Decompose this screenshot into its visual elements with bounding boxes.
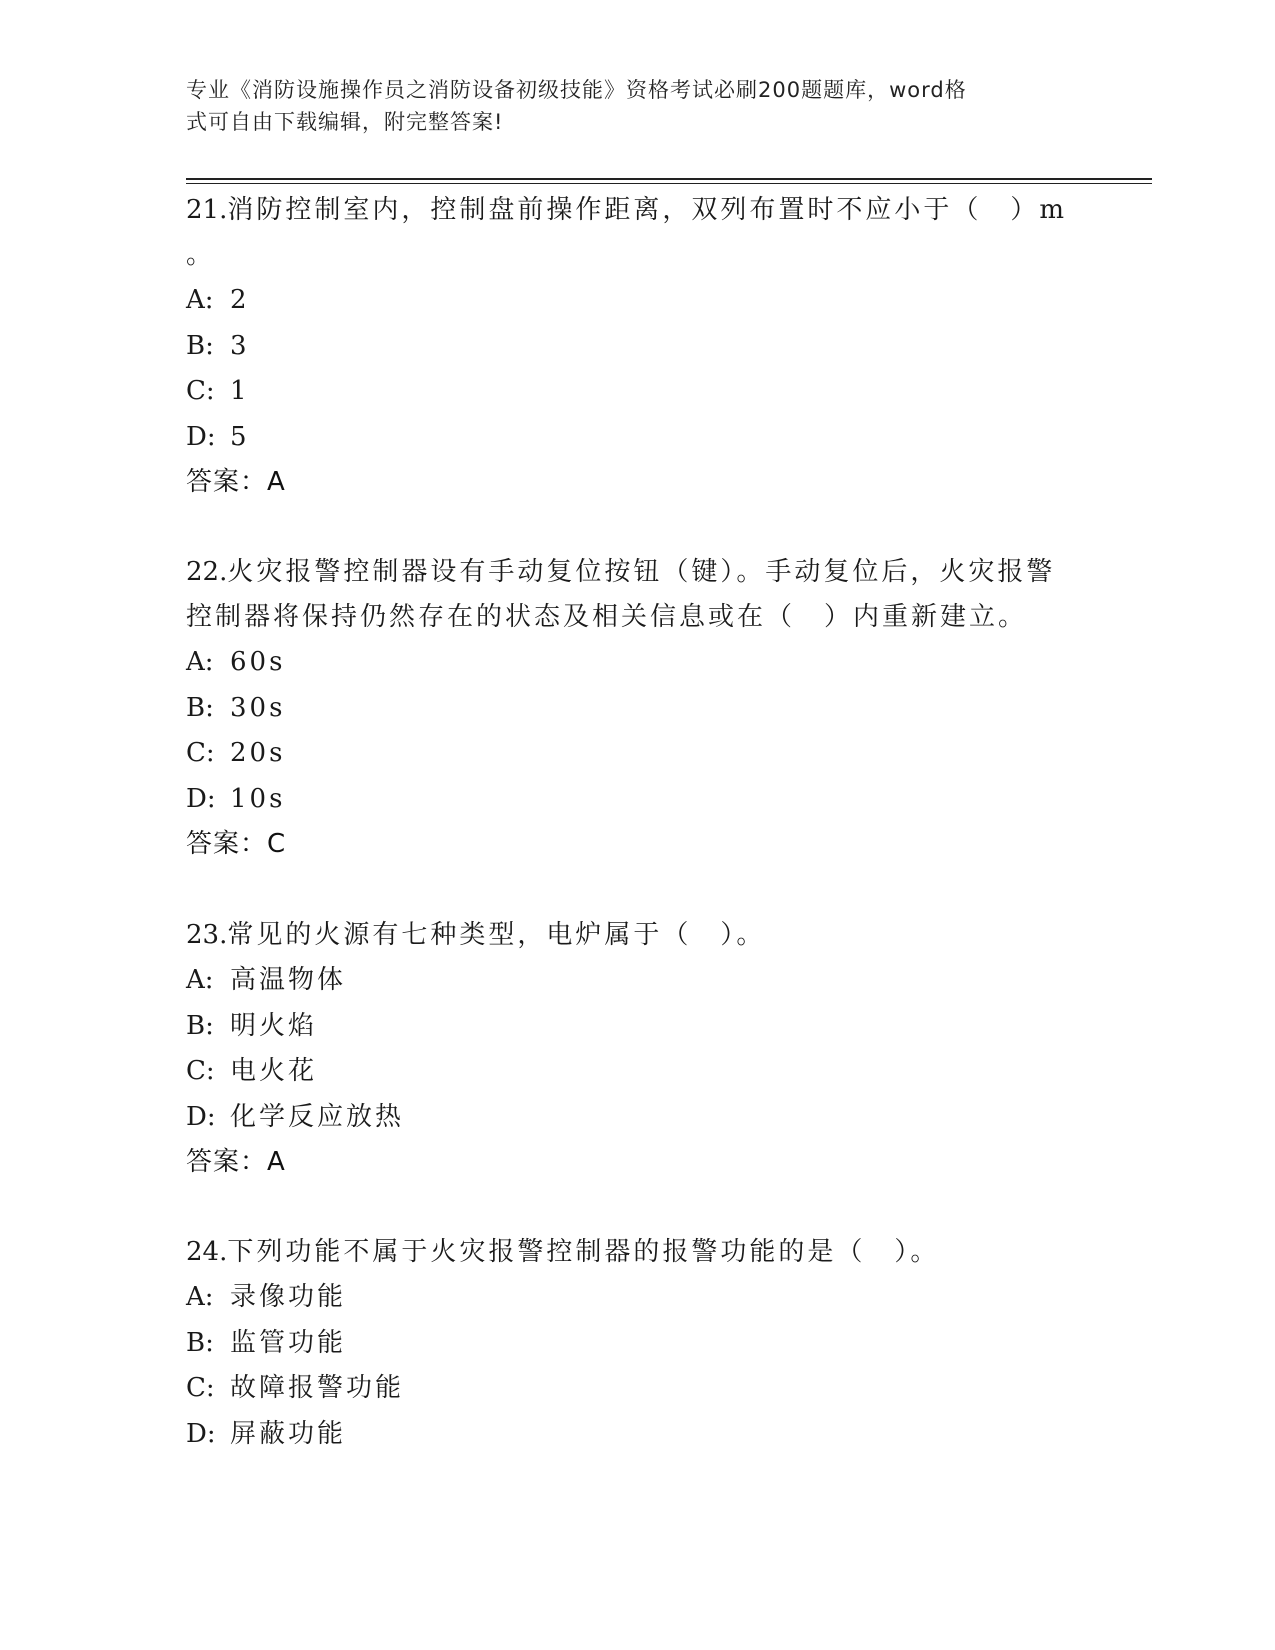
option-text: 电火花 [230, 1056, 318, 1086]
option-c [186, 1049, 1086, 1095]
option-key: D: [186, 421, 216, 452]
option-text: 5 [230, 421, 250, 452]
answer-label: 答案：A [186, 467, 286, 497]
option-text: 监管功能 [230, 1327, 347, 1358]
option-d [186, 415, 1086, 461]
option-key: B: [186, 1327, 214, 1358]
option-key: C: [186, 376, 215, 406]
option-text: 10s [230, 783, 286, 814]
option-text: 60s [230, 647, 286, 677]
option-c [186, 731, 1086, 777]
question-23 [186, 913, 1086, 1185]
option-b [186, 324, 1086, 370]
option-a [186, 278, 1086, 324]
option-key: D: [186, 1101, 216, 1132]
question-stem-line-2: 控制器将保持仍然存在的状态及相关信息或在（ ）内重新建立。 [186, 602, 1028, 632]
option-text: 高温物体 [230, 965, 347, 995]
option-c [186, 1366, 1086, 1412]
option-key: B: [186, 330, 214, 361]
option-text: 化学反应放热 [230, 1101, 405, 1132]
option-key: D: [186, 1418, 216, 1449]
option-a [186, 958, 1086, 1004]
option-text: 故障报警功能 [230, 1373, 405, 1403]
option-a [186, 1275, 1086, 1321]
question-stem-line-1: 常见的火源有七种类型，电炉属于（ ）。 [227, 920, 766, 950]
option-text: 屏蔽功能 [230, 1418, 347, 1449]
option-key: A: [186, 965, 214, 995]
option-key: A: [186, 647, 214, 677]
question-21 [186, 188, 1086, 505]
option-key: A: [186, 1282, 214, 1312]
option-text: 明火焰 [230, 1010, 318, 1041]
question-stem-line-1: 下列功能不属于火灾报警控制器的报警功能的是（ ）。 [227, 1237, 940, 1267]
option-text: 30s [230, 692, 286, 723]
header-line-2: 式可自由下载编辑，附完整答案! [186, 110, 504, 134]
option-d [186, 777, 1086, 823]
option-b [186, 1321, 1086, 1367]
header-line-1: 专业《消防设施操作员之消防设备初级技能》资格考试必刷200题题库，word格 [186, 78, 967, 102]
header-divider-thick [186, 178, 1152, 180]
document-header [186, 74, 1066, 138]
question-stem-line-1: 消防控制室内，控制盘前操作距离，双列布置时不应小于（ ）m [227, 195, 1068, 225]
question-stem-line-1: 火灾报警控制器设有手动复位按钮（键）。手动复位后，火灾报警 [227, 557, 1056, 587]
option-c [186, 369, 1086, 415]
option-a [186, 640, 1086, 686]
question-stem-line-2: 。 [186, 240, 216, 270]
option-text: 3 [230, 330, 250, 361]
question-stem [186, 1230, 1086, 1275]
question-number: 21. [186, 195, 228, 225]
answer-label: 答案：A [186, 1147, 286, 1177]
option-key: A: [186, 285, 214, 315]
question-stem [186, 913, 1086, 958]
question-stem [186, 550, 1086, 595]
option-key: C: [186, 1056, 215, 1086]
option-text: 录像功能 [230, 1282, 347, 1312]
option-text: 1 [230, 376, 250, 406]
header-divider-thin [186, 183, 1152, 184]
answer-label: 答案：C [186, 829, 287, 859]
option-key: C: [186, 1373, 215, 1403]
option-b [186, 1004, 1086, 1050]
option-key: D: [186, 783, 216, 814]
option-text: 2 [230, 285, 250, 315]
option-key: C: [186, 738, 215, 768]
question-number: 24. [186, 1237, 228, 1267]
option-d [186, 1412, 1086, 1458]
question-number: 22. [186, 557, 228, 587]
question-stem [186, 188, 1086, 233]
option-key: B: [186, 1010, 214, 1041]
question-number: 23. [186, 920, 228, 950]
option-b [186, 686, 1086, 732]
option-text: 20s [230, 738, 286, 768]
option-d [186, 1095, 1086, 1141]
question-22 [186, 550, 1086, 867]
option-key: B: [186, 692, 214, 723]
question-24 [186, 1230, 1086, 1457]
